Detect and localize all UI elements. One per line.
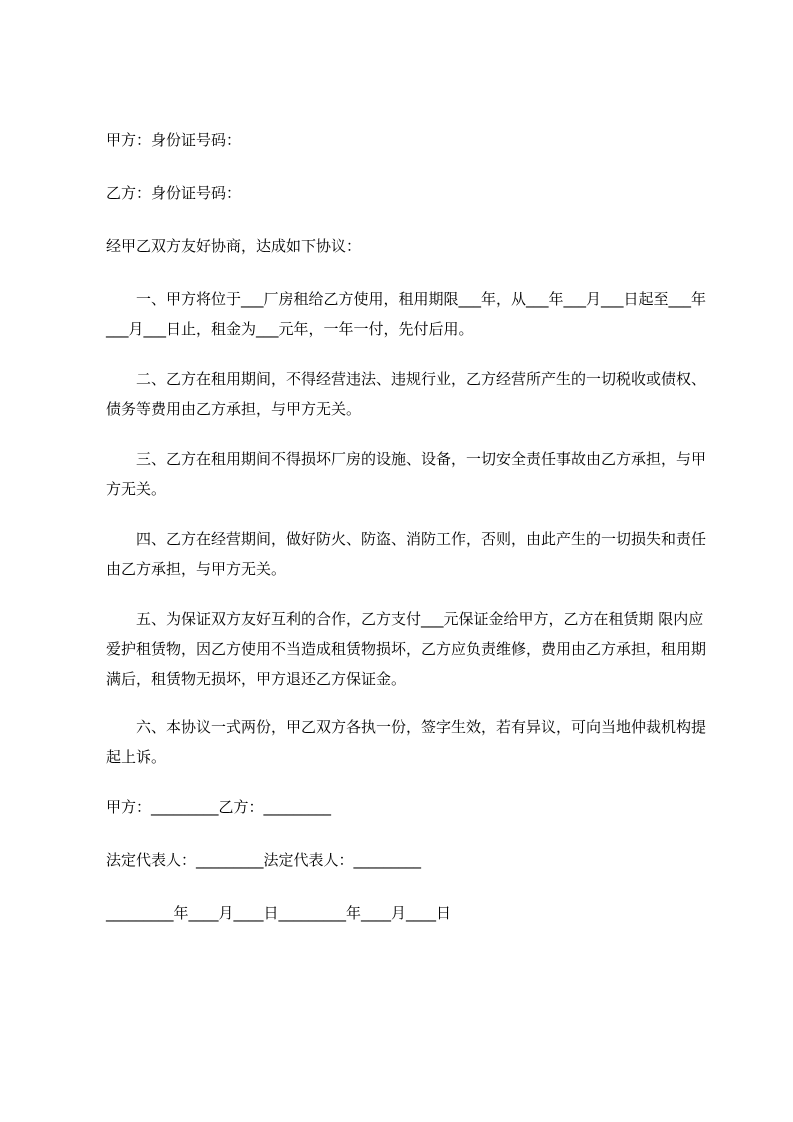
clause-3: 三、乙方在租用期间不得损坏厂房的设施、设备，一切安全责任事故由乙方承担，与甲方无关。: [106, 450, 707, 498]
party-a-id-line: 甲方：身份证号码：: [106, 131, 242, 149]
clause-1: 一、甲方将位于___厂房租给乙方使用，租用期限___年，从___年___月___日起至___年___月___日止，租金为___元年，一年一付，先付后用。: [106, 290, 707, 338]
clause-4: 四、乙方在经营期间，做好防火、防盗、消防工作，否则，由此产生的一切损失和责任由乙方承担，与甲方无关。: [106, 530, 707, 578]
legal-representatives-line: 法定代表人：_________法定代表人：_________: [106, 851, 422, 869]
clause-5: 五、为保证双方友好互利的合作，乙方支付___元保证金给甲方，乙方在租赁期 限内应爱护租赁物，因乙方使用不当造成租赁物损坏，乙方应负责维修，费用由乙方承担，租用期满后，租赁物无损坏，甲方退还乙方保证金。: [106, 610, 707, 688]
signature-dates-line: _________年____月____日_________年____月____日: [106, 904, 452, 922]
party-b-id-line: 乙方：身份证号码：: [106, 184, 242, 202]
clause-6: 六、本协议一式两份，甲乙双方各执一份，签字生效，若有异议，可向当地仲裁机构提起上诉。: [106, 718, 707, 766]
signature-parties-line: 甲方：_________乙方：_________: [106, 798, 332, 816]
clause-2: 二、乙方在租用期间，不得经营违法、违规行业，乙方经营所产生的一切税收或债权、债务等费用由乙方承担，与甲方无关。: [106, 370, 707, 418]
agreement-intro: 经甲乙双方友好协商，达成如下协议：: [106, 237, 362, 255]
